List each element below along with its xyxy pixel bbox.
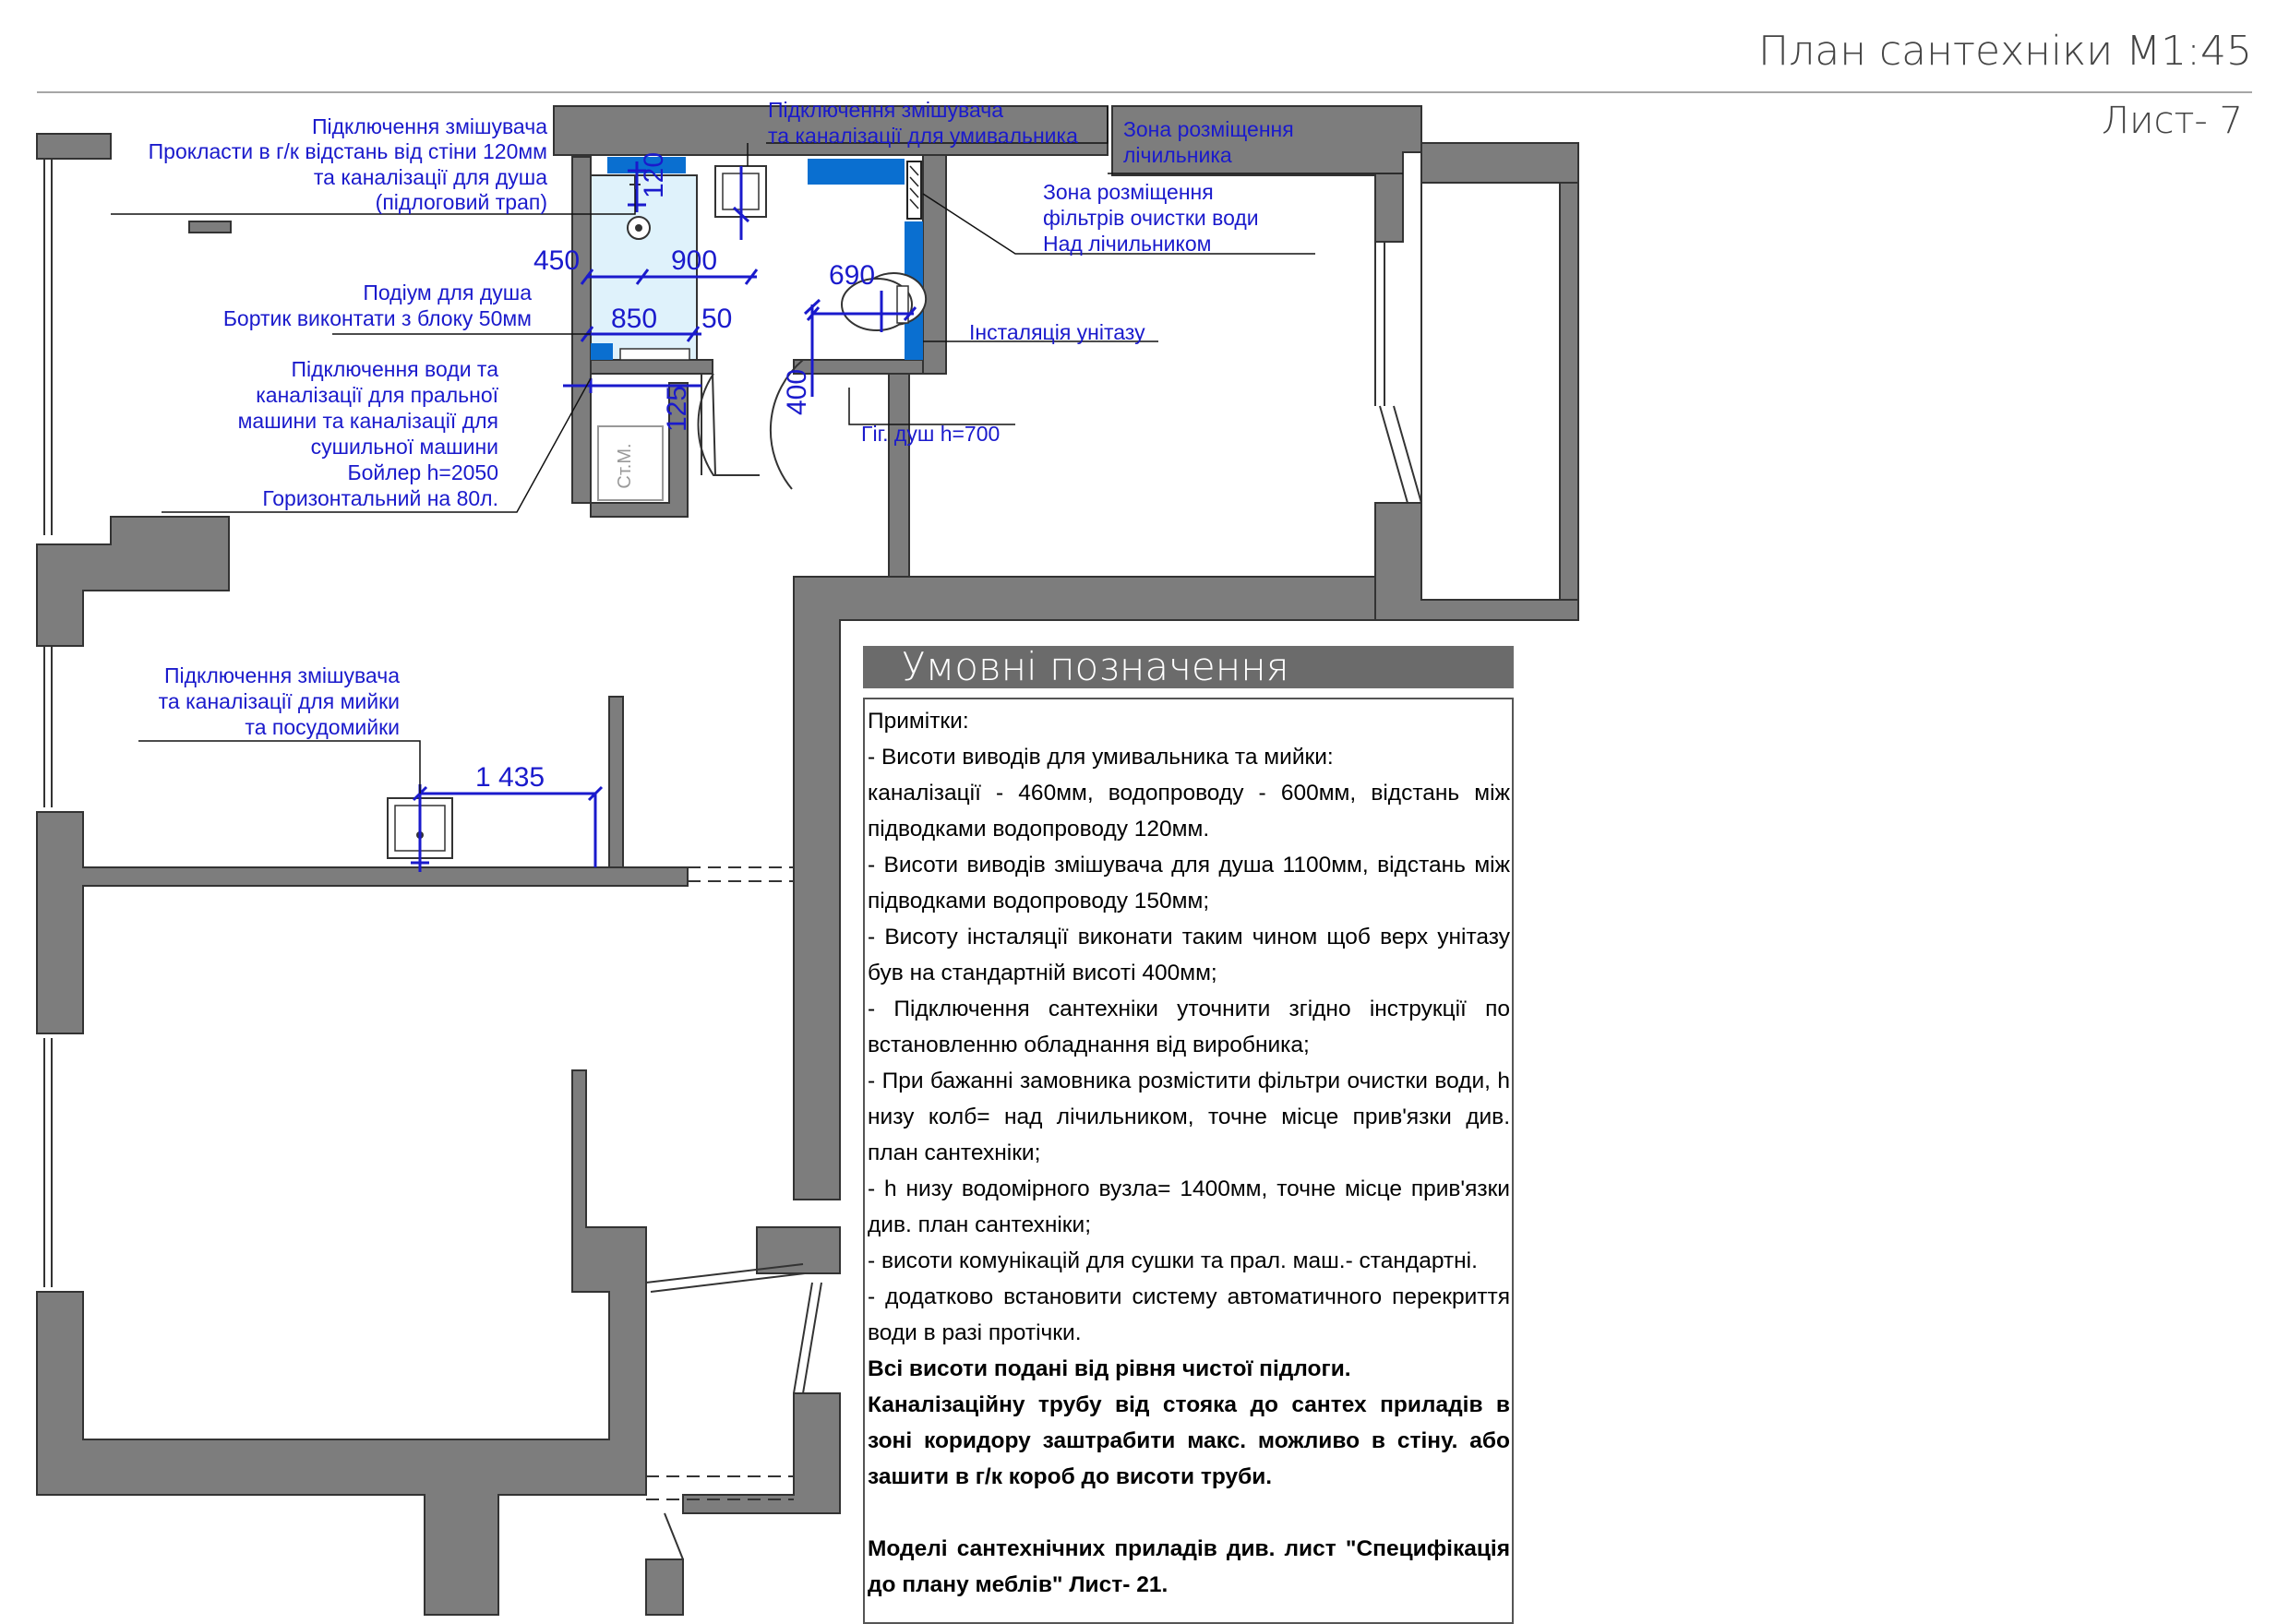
svg-text:Бортик виконтати з блоку 50мм: Бортик виконтати з блоку 50мм xyxy=(222,306,532,330)
note-bold: Моделі сантехнічних приладів див. лист "Специфікація до плану меблів" Лист- 21. xyxy=(868,1536,1510,1597)
note-line: каналізації - 460мм, водопроводу - 600мм, відстань між підводками водопроводу 120мм. xyxy=(868,781,1510,842)
wall-corridor-foot xyxy=(757,1227,840,1273)
dim-120: 120 xyxy=(639,151,669,198)
svg-text:машини та каналізації для: машини та каналізації для xyxy=(237,409,498,433)
wall-kitchen-post xyxy=(609,697,623,872)
wall-right-side xyxy=(1560,183,1578,618)
callout-washer xyxy=(238,357,499,510)
balcony-door-b xyxy=(651,1273,805,1292)
wall-right-lower xyxy=(1375,503,1578,620)
callout-wc-install: Інсталяція унітазу xyxy=(969,320,1145,344)
svg-text:сушильної машини: сушильної машини xyxy=(310,435,498,459)
meter-box xyxy=(808,159,905,185)
wall-top-stub xyxy=(189,221,231,233)
wall-right-upper xyxy=(1421,143,1578,183)
laundry-door-leaf xyxy=(701,374,715,475)
dim-450: 450 xyxy=(533,245,581,276)
dim-50: 50 xyxy=(701,304,733,334)
svg-text:та каналізації для мийки: та каналізації для мийки xyxy=(158,689,400,713)
note-line: Примітки: xyxy=(868,709,969,734)
wall-kitchen-partition xyxy=(37,812,688,1033)
note-line: - Підключення сантехніки уточнити згідно інструкції по встановленню обладнання від виробника; xyxy=(868,997,1510,1057)
svg-text:та посудомийки: та посудомийки xyxy=(245,715,400,739)
svg-text:(підлоговий трап): (підлоговий трап) xyxy=(375,190,547,214)
dim-1435: 1 435 xyxy=(475,762,545,793)
svg-text:Подіум для душа: Подіум для душа xyxy=(363,281,532,304)
washer-tag: Ст.М. xyxy=(615,443,635,489)
window-right-sash xyxy=(1380,406,1408,503)
wall-shower-bottom xyxy=(591,360,713,374)
legend-notes xyxy=(863,698,1514,1624)
window-right-sash-2 xyxy=(1394,406,1421,503)
svg-text:Горизонтальний на 80л.: Горизонтальний на 80л. xyxy=(262,486,498,510)
callout-filter-zone xyxy=(1043,180,1259,256)
note-line: - Висоти виводів для умивальника та мийки: xyxy=(868,745,1334,770)
shower-corner-box xyxy=(591,343,613,360)
note-line: - При бажанні замовника розмістити фільтри очистки води, h низу колб= над лічильником, точне місце прив'язки див. план сантехніки; xyxy=(868,1069,1510,1165)
dim-690: 690 xyxy=(829,260,876,291)
shower-podium-rim xyxy=(620,349,689,360)
note-line: - додатково встановити систему автоматичного перекриття води в разі протічки. xyxy=(868,1284,1510,1345)
svg-text:Зона розміщення: Зона розміщення xyxy=(1043,180,1214,204)
svg-text:та каналізації для умивальника: та каналізації для умивальника xyxy=(768,124,1078,148)
callout-shower-mixer xyxy=(149,114,548,214)
wall-lower-left xyxy=(37,1070,646,1615)
callout-shower-podium xyxy=(223,281,532,330)
wall-top-left xyxy=(37,134,111,159)
balcony-door-d xyxy=(803,1283,821,1393)
note-bold: Всі висоти подані від рівня чистої підлоги. xyxy=(868,1356,1351,1381)
wall-bottom-stub xyxy=(646,1559,683,1615)
page-title: План сантехніки М1:45 xyxy=(1758,28,2252,75)
legend-title: Умовні позначення xyxy=(902,644,1289,689)
legend-title-bar xyxy=(863,646,1514,688)
note-line: - Висоти виводів змішувача для душа 1100мм, відстань між підводками водопроводу 150мм; xyxy=(868,853,1510,914)
balcony-door-c xyxy=(794,1283,812,1393)
svg-text:Над лічильником: Над лічильником xyxy=(1043,232,1212,256)
dim-900: 900 xyxy=(671,245,718,276)
svg-text:Бойлер h=2050: Бойлер h=2050 xyxy=(347,460,498,484)
laundry-door-swing xyxy=(699,374,760,475)
dim-400: 400 xyxy=(782,368,812,415)
kitchen-opening xyxy=(688,867,794,881)
wall-left-pier xyxy=(37,517,229,646)
svg-text:Підключення змішувача: Підключення змішувача xyxy=(311,114,547,138)
svg-text:Зона розміщення: Зона розміщення xyxy=(1123,117,1294,141)
svg-text:лічильника: лічильника xyxy=(1123,143,1232,167)
wall-corridor-stub xyxy=(889,374,909,577)
note-bold: Каналізаційну трубу від стояка до сантех приладів в зоні коридору заштрабити макс. можливо в стіну. або зашити в г/к короб до висоти труби. xyxy=(868,1392,1510,1489)
svg-text:та каналізації для душа: та каналізації для душа xyxy=(313,165,547,189)
svg-text:Підключення води та: Підключення води та xyxy=(291,357,498,381)
balcony-door-e xyxy=(665,1513,683,1559)
note-line: - висоти комунікацій для сушки та прал. маш.- стандартні. xyxy=(868,1248,1478,1273)
svg-text:Прокласти в г/к відстань від с: Прокласти в г/к відстань від стіни 120мм xyxy=(148,139,547,163)
callout-hyg-shower: Гіг. душ h=700 xyxy=(861,422,1001,446)
callout-kitchen xyxy=(159,663,401,739)
wall-lower-right xyxy=(683,1393,840,1513)
svg-text:каналізації для пральної: каналізації для пральної xyxy=(256,383,498,407)
note-line: - Висоту інсталяції виконати таким чином щоб верх унітазу був на стандартній висоті 400мм; xyxy=(868,925,1510,985)
svg-text:Підключення змішувача: Підключення змішувача xyxy=(768,98,1004,122)
wall-bath-left xyxy=(572,157,591,503)
dim-125: 125 xyxy=(662,385,692,432)
note-line: - h низу водомірного вузла= 1400мм, точне місце прив'язки див. план сантехніки; xyxy=(868,1176,1510,1237)
sheet-number: Лист- 7 xyxy=(2102,100,2243,142)
svg-text:фільтрів очистки води: фільтрів очистки води xyxy=(1043,206,1259,230)
svg-text:Підключення змішувача: Підключення змішувача xyxy=(163,663,400,687)
dim-850: 850 xyxy=(611,304,658,334)
